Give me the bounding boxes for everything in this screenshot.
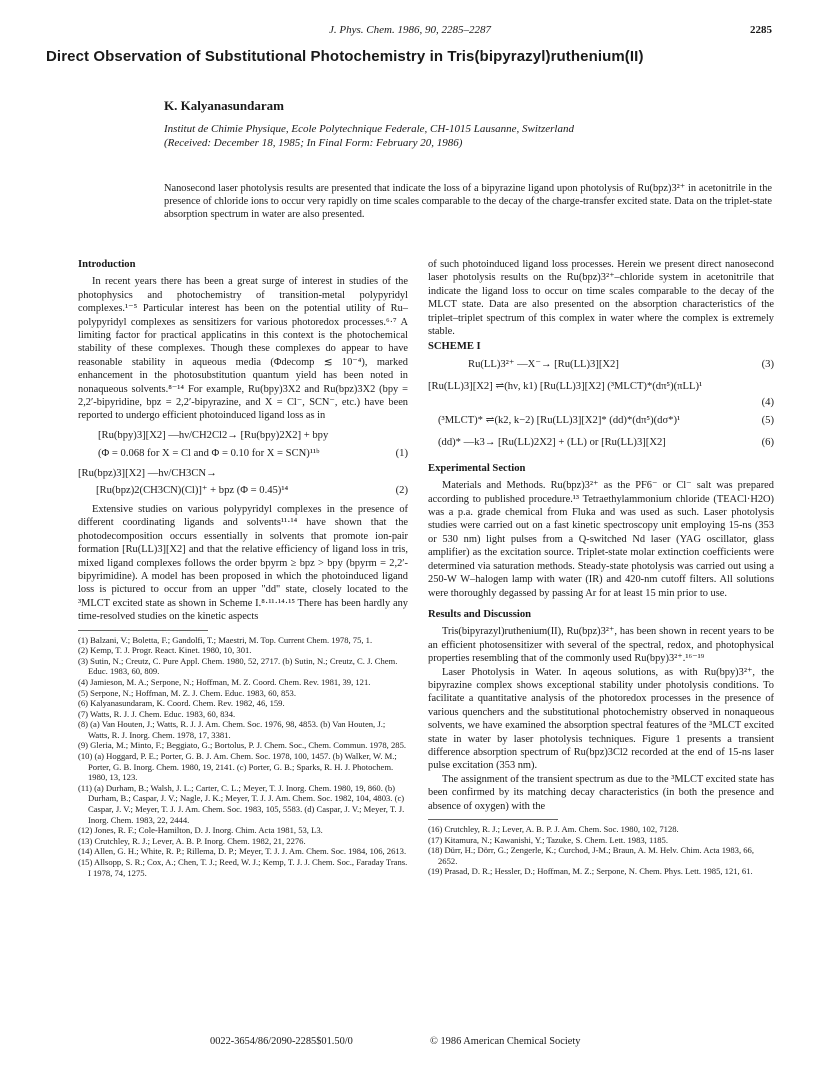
running-header: [0, 24, 820, 40]
equation-1: [78, 429, 408, 467]
equation-1-condition: (Φ = 0.068 for X = Cl and Φ = 0.10 for X = SCN)¹¹ᵇ: [98, 447, 320, 459]
equation-4-number: (4): [761, 396, 774, 408]
reference: (9) Gleria, M.; Minto, F.; Beggiato, G.; Bortolus, P. J. Chem. Soc., Chem. Commun. 1978, 285.: [78, 740, 407, 751]
equation-2-line-2: [Ru(bpz)2(CH3CN)(Cl)]⁺ + bpz (Φ = 0.45)¹⁴: [96, 484, 289, 496]
reference: (2) Kemp, T. J. Progr. React. Kinet. 1980, 10, 301.: [78, 645, 252, 656]
intro-paragraph-2: Extensive studies on various polypyridyl complexes in the presence of different coordinating ligands and solvents¹¹·¹⁴ have shown that the photodecomposition occurs essentially in solvents that promote ion-pair formation [Ru(LL)3][X2] and that the relative efficiency of ligand loss in tris, mixed ligand complexes follows the order bpyrm ≥ bpz > bpy (bpyrm = 2,2′-bipyrimidine). A model has been proposed in which the photoinduced ligand loss is pictured to occur from an upper "dd" state, closely located to the ³MLCT excited state as shown in Scheme I.⁸·¹¹·¹⁴·¹⁵ There has been hardly any time-resolved studies on the kinetic aspects: [78, 503, 408, 623]
references-left: [78, 635, 408, 879]
page-number: 2285: [750, 24, 772, 36]
footnote-rule: [78, 630, 208, 631]
reference: (6) Kalyanasundaram, K. Coord. Chem. Rev. 1982, 46, 159.: [78, 698, 285, 709]
reference: (19) Prasad, D. R.; Hessler, D.; Hoffman, M. Z.; Serpone, N. Chem. Phys. Lett. 1985, 121, 61.: [428, 866, 753, 877]
reference: (4) Jamieson, M. A.; Serpone, N.; Hoffman, M. Z. Coord. Chem. Rev. 1981, 39, 121.: [78, 676, 371, 687]
affiliation-block: [164, 122, 764, 150]
reference: (3) Sutin, N.; Creutz, C. Pure Appl. Chem. 1980, 52, 2717. (b) Sutin, N.; Creutz, C. J. Chem. Educ. 1983, 60, 809.: [78, 655, 398, 677]
equation-5: [428, 414, 774, 436]
article-code: 0022-3654/86/2090-2285$01.50/0: [210, 1036, 353, 1047]
reference: (15) Allsopp, S. R.; Cox, A.; Chen, T. J.; Reed, W. J.; Kemp, T. J. J. Chem. Soc., Faraday Trans. I 1978, 74, 1275.: [78, 857, 408, 878]
results-paragraph-2: Laser Photolysis in Water. In aqeous solutions, as with Ru(bpy)3²⁺, the bipyrazine complex shows exceptional stability under photolysis conditions. To facilitate a quantitative analysis of the photoredox processes in the presence of various quenchers and the substitutional photochemistry observed in nonaqueous solvents, we have examined the absorption spectral features of the ³MLCT excited state in water by laser photolysis techniques. Figure 1 presents a transient difference absorption spectrum of Ru(bpz)3Cl2 recorded at the end of 15-ns laser pulse excitation (353 nm).: [428, 666, 774, 772]
abstract: Nanosecond laser photolysis results are presented that indicate the loss of a bipyrazine ligand upon photolysis of Ru(bpz)3²⁺ in acetonitrile in the presence of chloride ions to occur very rapidly on time scales comparable to the decay of the charge-transfer excited state. Data on the triplet-state absorption spectrum in water are also presented.: [164, 183, 772, 220]
left-column: [78, 258, 408, 878]
copyright: © 1986 American Chemical Society: [430, 1036, 581, 1047]
article-title: Direct Observation of Substitutional Photochemistry in Tris(bipyrazyl)ruthenium(II): [46, 48, 644, 65]
scheme-heading: SCHEME I: [428, 341, 481, 353]
equation-5-number: (5): [761, 414, 774, 426]
reference: (10) (a) Hoggard, P. E.; Porter, G. B. J. Am. Chem. Soc. 1978, 100, 1457. (b) Walker, W. M.; Porter, G. B. Inorg. Chem. 1980, 19, 2141. (c) Porter, G. B.; Sparks, R. H. J. Photochem. 1980, 13, 123.: [78, 751, 397, 783]
reference: (8) (a) Van Houten, J.; Watts, R. J. J. Am. Chem. Soc. 1976, 98, 4853. (b) Van Houten, J.; Watts, R. J. Inorg. Chem. 1978, 17, 3381.: [78, 719, 386, 740]
equation-2-number: (2): [395, 484, 408, 496]
equation-5-body: (³MLCT)* ⇌(k2, k−2) [Ru(LL)3][X2]* (dd)*(dπ⁵)(dσ*)¹: [438, 414, 681, 426]
intro-continuation: of such photoinduced ligand loss processes. Herein we present direct nanosecond laser photolysis results on the Ru(bpz)3²⁺–chloride system in acetonitrile that indicate the ligand loss to occur on time scales comparable to the decay of the MLCT state. Data are also presented on the absorption characteristics of the triplet–triplet spectrum of this complex in water where the complex is extremely stable.: [428, 259, 774, 338]
reference: (12) Jones, R. F.; Cole-Hamilton, D. J. Inorg. Chim. Acta 1981, 53, L3.: [78, 825, 323, 836]
equation-6: [428, 436, 774, 458]
reference: (5) Serpone, N.; Hoffman, M. Z. J. Chem. Educ. 1983, 60, 853.: [78, 687, 296, 698]
footnote-rule: [428, 819, 558, 820]
results-heading: Results and Discussion: [428, 608, 532, 620]
equation-3: [428, 358, 774, 380]
equation-2-line-1: [Ru(bpz)3][X2] —hν/CH3CN→: [78, 467, 217, 479]
journal-citation: J. Phys. Chem. 1986, 90, 2285–2287: [329, 24, 491, 36]
reference: (16) Crutchley, R. J.; Lever, A. B. P. J. Am. Chem. Soc. 1980, 102, 7128.: [428, 824, 679, 834]
affiliation: Institut de Chimie Physique, Ecole Polytechnique Federale, CH-1015 Lausanne, Switzerland: [164, 123, 574, 135]
equation-1-number: (1): [395, 447, 408, 459]
equation-3-body: Ru(LL)3²⁺ —X⁻→ [Ru(LL)3][X2]: [468, 358, 619, 370]
equation-4: [428, 380, 774, 414]
equation-2: [78, 467, 408, 503]
equation-6-number: (6): [761, 436, 774, 448]
introduction-heading: Introduction: [78, 259, 136, 270]
results-paragraph-1: Tris(bipyrazyl)ruthenium(II), Ru(bpz)3²⁺, has been shown in recent years to be an efficient photosensitizer with several of the spectral, redox, and photophysical properties resembling that of the commonly used Ru(bpy)3²⁺.¹⁶⁻¹⁹: [428, 626, 774, 665]
reference: (18) Dürr, H.; Dörr, G.; Zengerle, K.; Curchod, J-M.; Braun, A. M. Helv. Chim. Acta 1983, 66, 2652.: [428, 845, 754, 866]
experimental-heading: Experimental Section: [428, 462, 526, 474]
reference: (1) Balzani, V.; Boletta, F.; Gandolfi, T.; Maestri, M. Top. Current Chem. 1978, 75, 1.: [78, 634, 373, 645]
intro-paragraph-1: In recent years there has been a great surge of interest in studies of the photophysics and photochemistry of transition-metal polypyridyl complexes.¹⁻⁵ Particular interest has been on the potential utility of Ru–polypyridyl complexes as sensitizers for various photoredox processes.⁶·⁷ A limiting factor for practical applicatins in this context is the photochemical stability of these complexes. Though these complexes do appear to have reasonable stability in aqueous media (Φdecomp ≲ 10⁻⁴), marked enhancement in the photosubstitution quantum yield has been noted in nonaqueous solvents.⁸⁻¹⁴ For example, Ru(bpy)3X2 and Ru(bpz)3X2 (bpy = 2,2′-bipyridine, bpz = 2,2′-bipyrazine, and X = Cl⁻, SCN⁻, etc.) have been reported to undergo efficient photoinduced ligand loss as in: [78, 276, 408, 422]
reference: (13) Crutchley, R. J.; Lever, A. B. P. Inorg. Chem. 1982, 21, 2276.: [78, 835, 306, 846]
reference: (7) Watts, R. J. J. Chem. Educ. 1983, 60, 834.: [78, 708, 236, 719]
right-column: [428, 258, 774, 877]
reference: (17) Kitamura, N.; Kawanishi, Y.; Tazuke, S. Chem. Lett. 1983, 1185.: [428, 834, 668, 845]
references-right: [428, 824, 774, 877]
equation-4-body: [Ru(LL)3][X2] ⇌(hν, k1) [Ru(LL)3][X2] (³MLCT)*(dπ⁵)(πLL)¹: [428, 380, 703, 392]
equation-3-number: (3): [761, 358, 774, 370]
results-paragraph-3: The assignment of the transient spectrum as due to the ³MLCT excited state has been confirmed by its matching decay characteristics (in both the presence and absence of oxygen) with the: [428, 773, 774, 812]
experimental-paragraph: Materials and Methods. Ru(bpz)3²⁺ as the PF6⁻ or Cl⁻ salt was prepared according to published procedure.¹³ Tetraethylammonium chloride (TEACl·H2O) was a p.a. grade chemical from Fluka and was used as such. Laser photolysis studies were carried out on a fast kinetic spectroscopy unit employing 15-ns (353 or 530 nm) light pulses from a Q-switched Nd laser (YAG oscillator, glass amplifier) as the excitation source. Triplet-state molar extinction coefficients were determined via saturation methods. Steady-state photolysis was carried out using a 250-W W–halogen lamp with water (IR) and 420-nm cutoff filters. All solutions were thoroughly degassed by passing Ar for at least 15 min prior to use.: [428, 480, 774, 599]
received-dates: (Received: December 18, 1985; In Final Form: February 20, 1986): [164, 137, 463, 149]
author-name: K. Kalyanasundaram: [164, 98, 284, 113]
equation-1-body: [Ru(bpy)3][X2] —hν/CH2Cl2→ [Ru(bpy)2X2] + bpy: [98, 429, 329, 441]
reference: (11) (a) Durham, B.; Walsh, J. L.; Carter, C. L.; Meyer, T. J. Inorg. Chem. 1980, 19, 860. (b) Durham, B.; Caspar, J. V.; Nagle, J. K.; Meyer, T. J. J. Am. Chem. Soc. 1982, 104, 4803. (c) Caspar, J. V.; Meyer, T. J. J. Am. Chem. Soc. 1983, 105, 5583. (d) Caspar, J. V.; Meyer, T. J. Inorg. Chem. 1983, 22, 2444.: [78, 782, 405, 825]
equation-6-body: (dd)* —k3→ [Ru(LL)2X2] + (LL) or [Ru(LL)3][X2]: [438, 436, 666, 448]
reference: (14) Allen, G. H.; White, R. P.; Rillema, D. P.; Meyer, T. J. J. Am. Chem. Soc. 1984, 106, 2613.: [78, 846, 407, 857]
